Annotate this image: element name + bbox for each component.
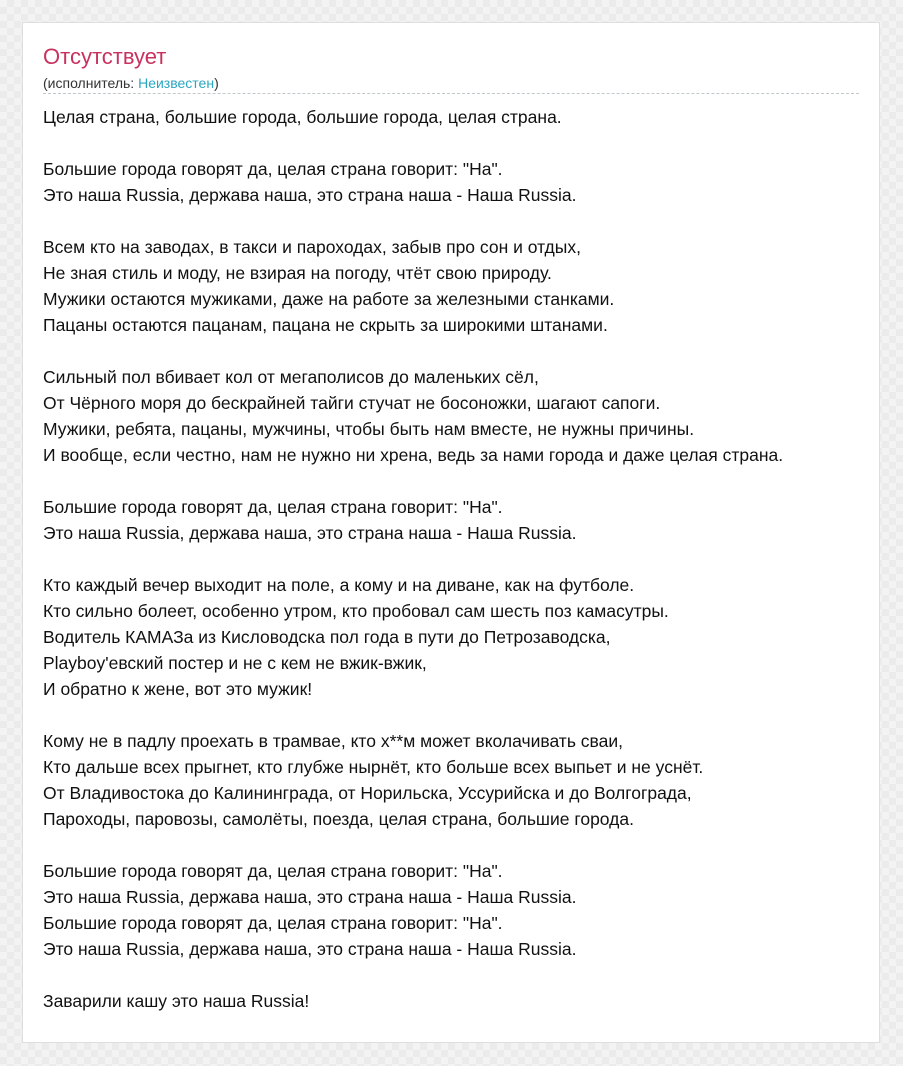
lyrics-line: Кто сильно болеет, особенно утром, кто пробовал сам шесть поз камасутры. [43,601,669,621]
lyrics-stanza [43,858,903,962]
lyrics-line: Playboy'евский постер и не с кем не вжик-вжик, [43,653,427,673]
lyrics-line: Это наша Russia, держава наша, это страна наша - Наша Russia. [43,523,577,543]
lyrics-line: Большие города говорят да, целая страна говорит: "На". [43,497,503,517]
artist-prefix: (исполнитель: [43,75,139,91]
lyrics-body [43,104,903,1040]
lyrics-line: Это наша Russia, держава наша, это страна наша - Наша Russia. [43,887,577,907]
lyrics-card [22,22,880,1043]
lyrics-line: Это наша Russia, держава наша, это страна наша - Наша Russia. [43,185,577,205]
lyrics-stanza [43,988,903,1014]
lyrics-line: Заварили кашу это наша Russia! [43,991,310,1011]
artist-suffix: ) [214,75,219,91]
lyrics-line: Это наша Russia, держава наша, это страна наша - Наша Russia. [43,939,577,959]
lyrics-stanza [43,104,903,130]
lyrics-line: От Чёрного моря до бескрайней тайги стучат не босоножки, шагают сапоги. [43,393,661,413]
lyrics-stanza [43,234,903,338]
artist-line [43,74,219,92]
lyrics-line: Мужики, ребята, пацаны, мужчины, чтобы быть нам вместе, не нужны причины. [43,419,695,439]
lyrics-stanza [43,728,903,832]
lyrics-line: Целая страна, большие города, большие города, целая страна. [43,107,562,127]
lyrics-stanza [43,364,903,468]
lyrics-line: И вообще, если честно, нам не нужно ни хрена, ведь за нами города и даже целая страна. [43,445,784,465]
lyrics-line: Водитель КАМАЗа из Кисловодска пол года в пути до Петрозаводска, [43,627,611,647]
lyrics-line: Пацаны остаются пацанам, пацана не скрыть за широкими штанами. [43,315,608,335]
lyrics-line: Кто каждый вечер выходит на поле, а кому и на диване, как на футболе. [43,575,635,595]
lyrics-line: Большие города говорят да, целая страна говорит: "На". [43,913,503,933]
lyrics-stanza [43,494,903,546]
lyrics-line: Не зная стиль и моду, не взирая на погоду, чтёт свою природу. [43,263,552,283]
lyrics-stanza [43,156,903,208]
lyrics-stanza [43,572,903,702]
lyrics-line: Кому не в падлу проехать в трамвае, кто х**м может вколачивать сваи, [43,731,624,751]
lyrics-line: Большие города говорят да, целая страна говорит: "На". [43,159,503,179]
lyrics-line: От Владивостока до Калининграда, от Норильска, Уссурийска и до Волгограда, [43,783,692,803]
song-title: Отсутствует [43,44,167,69]
lyrics-line: Пароходы, паровозы, самолёты, поезда, целая страна, большие города. [43,809,634,829]
title-divider [43,93,859,94]
lyrics-line: И обратно к жене, вот это мужик! [43,679,313,699]
lyrics-line: Сильный пол вбивает кол от мегаполисов до маленьких сёл, [43,367,539,387]
lyrics-line: Кто дальше всех прыгнет, кто глубже нырнёт, кто больше всех выпьет и не уснёт. [43,757,704,777]
lyrics-line: Всем кто на заводах, в такси и пароходах, забыв про сон и отдых, [43,237,581,257]
lyrics-line: Большие города говорят да, целая страна говорит: "На". [43,861,503,881]
artist-link[interactable]: Неизвестен [138,75,215,91]
lyrics-line: Мужики остаются мужиками, даже на работе за железными станками. [43,289,615,309]
